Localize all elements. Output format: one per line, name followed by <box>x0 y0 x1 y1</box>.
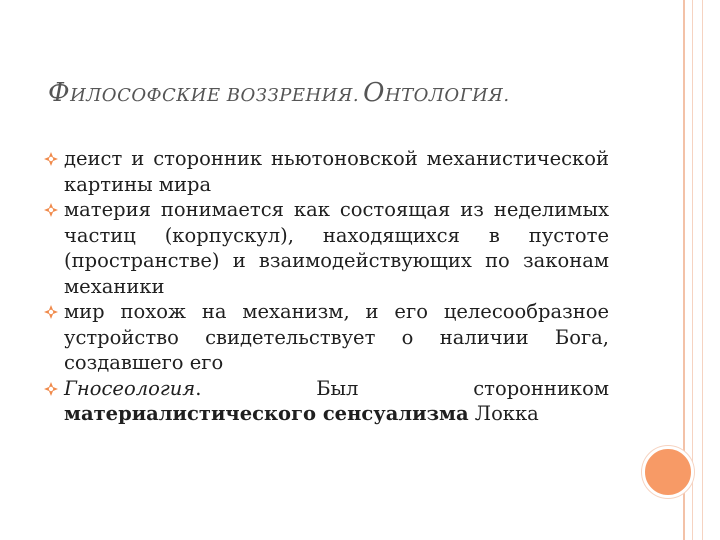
bullet-italic-term: Гносеология <box>64 376 196 400</box>
title-part-1: ИЛОСОФСКИЕ ВОЗЗРЕНИЯ. <box>70 85 360 106</box>
bullet-text: материя понимается как состоящая из неделимых частиц (корпускул), находящихся в пустоте (пространстве) и взаимодействующих по законам механики <box>64 198 609 298</box>
list-item <box>46 146 609 197</box>
star-bullet-icon <box>44 382 58 396</box>
list-item <box>46 197 609 299</box>
bullet-text: . Был сторонником <box>195 376 609 400</box>
decorative-border-line <box>702 0 703 540</box>
title-initial: Ф <box>48 78 71 108</box>
decorative-orange-circle <box>642 446 694 498</box>
decorative-border-line <box>692 0 693 540</box>
star-bullet-icon <box>44 305 58 319</box>
bullet-text: и сторонник ньютоновской механистической картины мира <box>64 147 609 196</box>
title-part-2: НТОЛОГИЯ. <box>384 85 510 106</box>
list-item <box>46 299 609 376</box>
bullet-text: мир похож на механизм, и его целесообразное устройство свидетельствует о наличии Бога, создавшего его <box>64 300 609 374</box>
bullet-lead: деист <box>64 147 123 170</box>
title-initial: О <box>363 78 385 108</box>
bullet-list <box>46 146 609 427</box>
bullet-bold-term: материалистического сенсуализма <box>64 402 469 425</box>
bullet-text: Локка <box>468 402 539 425</box>
list-item <box>46 376 609 427</box>
slide-title <box>48 78 510 108</box>
star-bullet-icon <box>44 152 58 166</box>
star-bullet-icon <box>44 203 58 217</box>
